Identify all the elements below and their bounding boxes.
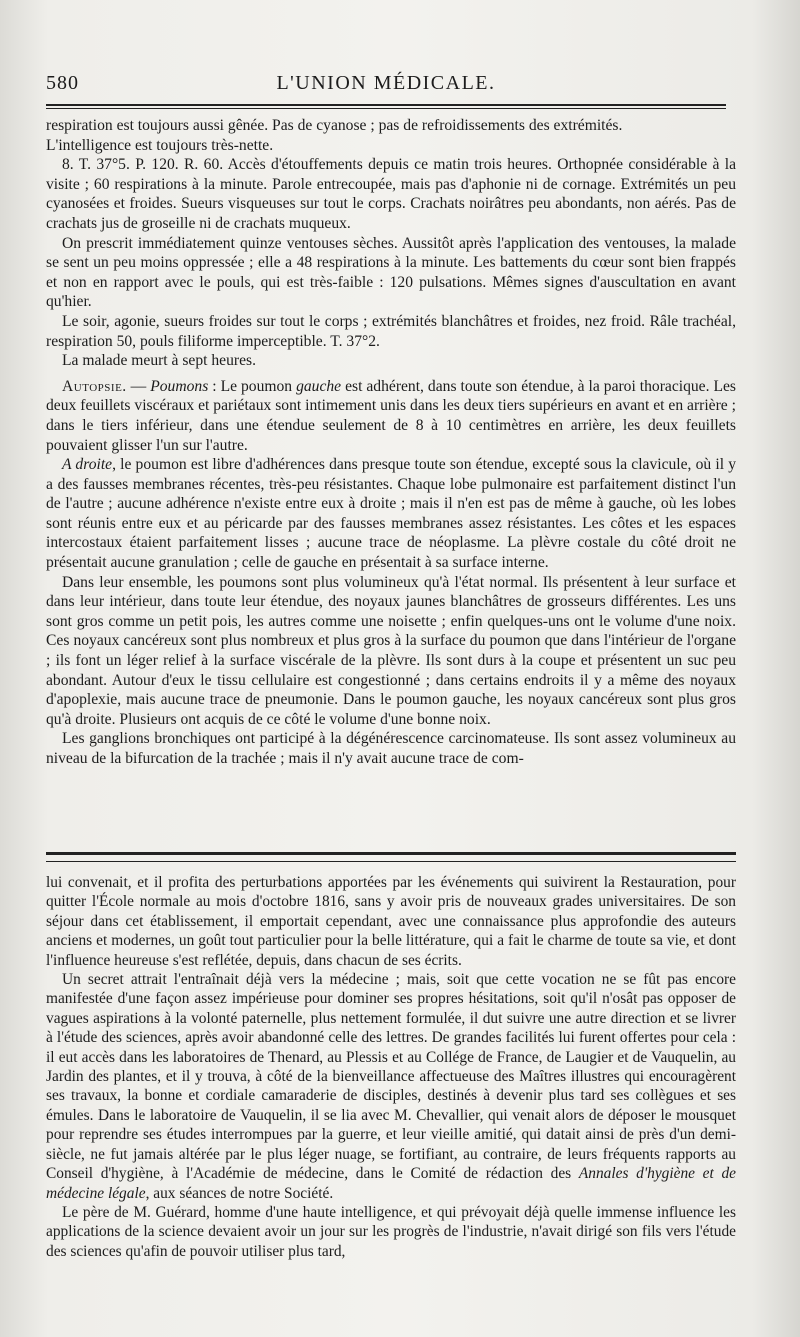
- paragraph: Dans leur ensemble, les poumons sont plus volumineux qu'à l'état normal. Ils présentent à leur surface et dans leur intérieur, dans toute leur étendue, des noyaux jaunes blanchâtres de grosseurs différentes. Les uns sont gros comme un petit pois, les autres comme une noisette ; enfin quelques-uns ont le volume d'une noix. Ces noyaux cancéreux sont plus nombreux et plus gros à la surface du poumon que dans l'intérieur de l'organe ; ils font un léger relief à la surface viscérale de la plèvre. Ils sont durs à la coupe et présentent un suc peu abondant. Autour d'eux le tissu cellulaire est congestionné ; dans certains endroits il y a même des noyaux d'apoplexie, mais aucune trace de pneumonie. Dans le poumon gauche, les noyaux cancéreux sont plus gros qu'à droite. Plusieurs ont acquis de ce côté le volume d'une bonne noix.: [46, 573, 736, 728]
- autopsy-paragraph: [46, 377, 736, 455]
- page-number: 580: [46, 72, 79, 94]
- text-run: Annales d'hygiène et de médecine légale: [46, 1165, 736, 1202]
- feuilleton-divider: [46, 852, 736, 862]
- header-rule: [46, 104, 726, 109]
- paragraph: [46, 455, 736, 573]
- paragraph: On prescrit immédiatement quinze ventouses sèches. Aussitôt après l'application des ventouses, la malade se sent un peu moins oppressée ; elle a 48 respirations à la minute. Les battements du cœur sont bien frappés et non en rapport avec le pouls, qui est très-faible : 120 pulsations. Mêmes signes d'auscultation en avant qu'hier.: [46, 234, 736, 311]
- paragraph: La malade meurt à sept heures.: [62, 352, 256, 370]
- paragraph: lui convenait, et il profita des perturbations apportées par les événements qui suivirent la Restauration, pour quitter l'École normale au mois d'octobre 1816, sans y avoir pris de nouveaux grades universitaires. De son séjour dans cet établissement, il emportait cependant, avec une connaissance plus approfondie des auteurs anciens et modernes, un goût tout particulier pour la belle littérature, qui a fait le charme de toute sa vie, et dont l'influence heureuse s'est reflétée, depuis, dans chacun de ses écrits.: [46, 874, 736, 969]
- paragraph: Le père de M. Guérard, homme d'une haute intelligence, et qui prévoyait déjà quelle immense influence les applications de la science devaient avoir un jour sur les progrès de l'industrie, n'avait dirigé son fils vers l'étude des sciences qu'afin de pouvoir utiliser plus tard,: [46, 1203, 736, 1260]
- page-header: [46, 68, 726, 102]
- text-run: est adhérent, dans toute son étendue, à la paroi thoracique. Les deux feuillets viscéraux et pariétaux sont intimement unis dans les deux tiers supérieurs en avant et en arrière ; dans le tiers inférieur, dans une étendue seulement de 8 à 10 centimètres en arrière, les deux feuillets pouvaient glisser l'un sur l'autre.: [46, 377, 736, 454]
- text-run: Poumons: [150, 377, 209, 395]
- paragraph: 8. T. 37°5. P. 120. R. 60. Accès d'étouffements depuis ce matin trois heures. Orthopnée considérable à la visite ; 60 respirations à la minute. Parole entrecoupée, mais pas d'aphonie ni de cornage. Extrémités un peu cyanosées et froides. Sueurs visqueuses sur tout le corps. Crachats noirâtres peu abondants, non aérés. Pas de crachats jus de groseille ni de crachats muqueux.: [46, 156, 736, 232]
- feuilleton-text: [46, 873, 736, 1261]
- case-report-text: [46, 116, 736, 769]
- text-run: : Le poumon: [208, 377, 297, 395]
- text-run: Un secret attrait l'entraînait déjà vers la médecine ; mais, soit que cette vocation ne se fût pas encore manifestée d'une façon assez impérieuse pour dominer ses propres hésitations, soit qu'il n'osât pas opposer de vagues aspirations à la volonté paternelle, plus nettement formulée, il dut suivre une autre direction et se livrer à l'étude des sciences, après avoir abandonné celle des lettres. De grandes facilités lui furent offertes pour cela : il eut accès dans les laboratoires de Thenard, au Plessis et au Collége de France, de Laugier et de Vauquelin, au Jardin des plantes, et il y trouva, à côté de la bienveillance affectueuse des Maîtres illustres qui encouragèrent ses travaux, la bonne et cordiale camaraderie de disciples, destinés à devenir plus tard ses collègues et ses émules. Dans le laboratoire de Vauquelin, il se lia avec M. Chevallier, qui venait alors de déposer le mousquet pour reprendre ses études interrompues par la guerre, et leur vieille amitié, qui datait ainsi de près d'un demi-siècle, ne fut jamais altérée par le plus léger nuage, se fortifiant, au contraire, de leurs fréquents rapports au Conseil d'hygiène, à l'Académie de médecine, dans le Comité de rédaction des: [46, 971, 736, 1183]
- paragraph: respiration est toujours aussi gênée. Pas de cyanose ; pas de refroidissements des extrémités.: [46, 117, 623, 134]
- text-run: —: [126, 377, 151, 395]
- text-run: , aux séances de notre Société.: [145, 1184, 334, 1202]
- text-run: gauche: [296, 377, 342, 395]
- paragraph: Le soir, agonie, sueurs froides sur tout le corps ; extrémités blanchâtres et froides, nez froid. Râle trachéal, respiration 50, pouls filiforme imperceptible. T. 37°2.: [46, 312, 736, 350]
- text-run: A droite: [62, 456, 113, 474]
- autopsy-label: Autopsie.: [62, 377, 127, 395]
- paragraph: L'intelligence est toujours très-nette.: [46, 136, 274, 154]
- running-title: L'UNION MÉDICALE.: [276, 72, 496, 94]
- paragraph: [46, 970, 736, 1203]
- text-run: , le poumon est libre d'adhérences dans presque toute son étendue, excepté sous la clavicule, où il y a des fausses membranes récentes, très-peu résistantes. Chaque lobe pulmonaire est parfaitement distinct l'un de l'autre ; aucune adhérence n'existe entre eux à droite ; mais il n'en est pas de même à gauche, où les lobes sont réunis entre eux et au péricarde par des fausses membranes assez résistantes. Les côtes et les espaces intercostaux étaient parfaitement lisses ; aucune trace de néoplasme. La plèvre costale du côté droit ne présentait aucune granulation ; celle de gauche en présentait à sa surface interne.: [46, 456, 736, 572]
- paragraph: Les ganglions bronchiques ont participé à la dégénérescence carcinomateuse. Ils sont assez volumineux au niveau de la bifurcation de la trachée ; mais il n'y avait aucune trace de com-: [46, 730, 736, 767]
